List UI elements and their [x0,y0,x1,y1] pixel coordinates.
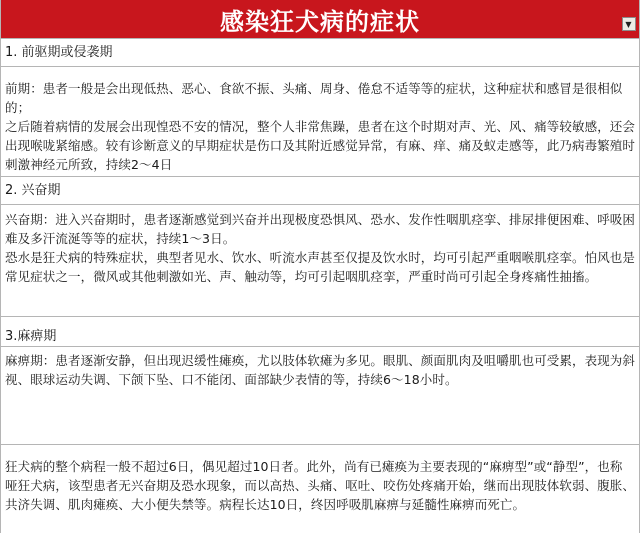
section-heading-label: 3.麻痹期 [5,329,57,344]
page-title: 感染狂犬病的症状 [220,6,420,36]
section-heading-paralytic [1,316,639,346]
section-body-excitement [1,204,639,316]
paragraph: 恐水是狂犬病的特殊症状，典型者见水、饮水、听流水声甚至仅提及饮水时，均可引起严重咽喉肌痉挛。怕风也是常见症状之一，微风或其他刺激如光、声、触动等，均可引起咽肌痉挛，严重时尚可引起全身疼痛性抽搐。 [5,250,636,284]
summary-row [1,444,639,533]
chevron-down-icon: ▼ [625,19,633,29]
title-bar [1,0,639,38]
section-body-paralytic [1,346,639,444]
section-body-prodromal [1,66,639,176]
section-heading-label: 1. 前驱期或侵袭期 [5,45,113,60]
paragraph: 麻痹期：患者逐渐安静，但出现迟缓性瘫痪，尤以肢体软瘫为多见。眼肌、颜面肌肉及咀嚼肌也可受累，表现为斜视、眼球运动失调、下颌下坠、口不能闭、面部缺少表情的等，持续6～18小时。 [5,353,636,387]
paragraph: 之后随着病情的发展会出现惶恐不安的情况，整个人非常焦躁，患者在这个时期对声、光、风、痛等较敏感，还会出现喉咙紧缩感。较有诊断意义的早期症状是伤口及其附近感觉异常，有麻、痒、痛及蚁走感等，此乃病毒繁殖时刺激神经元所致，持续2～4日 [5,119,636,172]
section-heading-prodromal [1,38,639,66]
section-heading-label: 2. 兴奋期 [5,183,61,198]
paragraph: 兴奋期：进入兴奋期时，患者逐渐感觉到兴奋并出现极度恐惧风、恐水、发作性咽肌痉挛、排尿排便困难、呼吸困难及多汗流涎等等的症状，持续1～3日。 [5,212,636,246]
section-heading-excitement [1,176,639,204]
summary-paragraph: 狂犬病的整个病程一般不超过6日，偶见超过10日者。此外，尚有已瘫痪为主要表现的“麻痹型”或“静型”，也称哑狂犬病，该型患者无兴奋期及恐水现象，而以高热、头痛、呕吐、咬伤处疼痛开始，继而出现肢体软弱、腹胀、共济失调、肌肉瘫痪、大小便失禁等。病程长达10日，终因呼吸肌麻痹与延髓性麻痹而死亡。 [5,459,636,512]
paragraph: 前期：患者一般是会出现低热、恶心、食欲不振、头痛、周身、倦怠不适等等的症状，这种症状和感冒是很相似的； [5,81,623,115]
filter-dropdown-button[interactable] [622,17,636,31]
